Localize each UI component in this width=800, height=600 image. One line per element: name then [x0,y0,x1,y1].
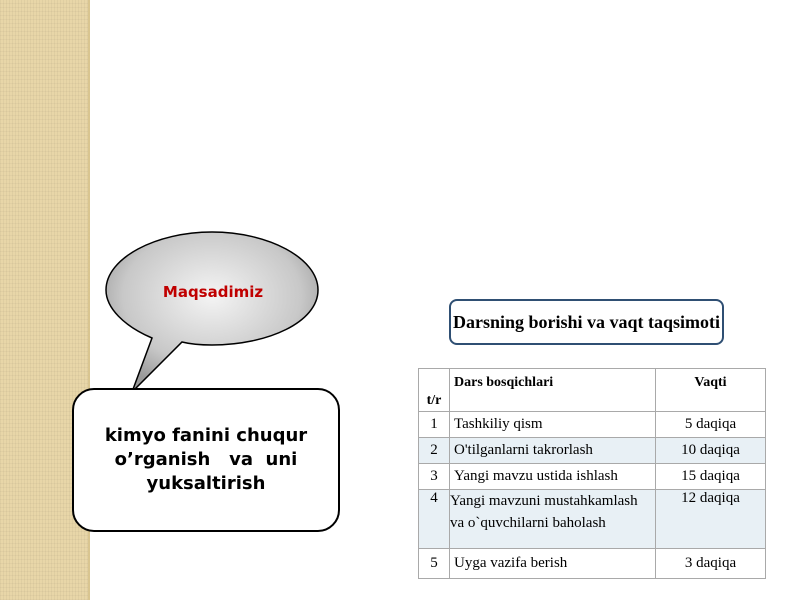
table-row [419,412,766,438]
row-number: 3 [419,464,450,490]
table-row [419,549,766,579]
header-time: Vaqti [656,369,766,412]
row-stage: Yangi mavzuni mustahkamlash va o`quvchilarni baholash [450,490,656,549]
speech-bubble-label: Maqsadimiz [162,283,264,301]
row-time: 5 daqiqa [656,412,766,438]
table-row [419,490,766,549]
row-time: 12 daqiqa [656,490,766,549]
row-stage: Tashkiliy qism [450,412,656,438]
row-number: 4 [419,490,450,549]
goal-text: kimyo fanini chuqur o’rganish va uni yuksaltirish [104,425,308,494]
row-stage: O'tilganlarni takrorlash [450,438,656,464]
row-number: 1 [419,412,450,438]
table-row [419,438,766,464]
goal-box [72,388,340,532]
speech-bubble-shape [106,232,318,392]
table-row [419,464,766,490]
row-time: 15 daqiqa [656,464,766,490]
row-number: 5 [419,549,450,579]
header-stage: Dars bosqichlari [450,369,656,412]
lesson-title: Darsning borishi va vaqt taqsimoti [452,311,721,332]
lesson-title-box [449,299,724,345]
lesson-plan-table [418,368,766,579]
row-number: 2 [419,438,450,464]
table-header-row [419,369,766,412]
header-number: t/r [419,369,450,412]
row-stage: Yangi mavzu ustida ishlash [450,464,656,490]
row-time: 3 daqiqa [656,549,766,579]
row-stage: Uyga vazifa berish [450,549,656,579]
row-time: 10 daqiqa [656,438,766,464]
